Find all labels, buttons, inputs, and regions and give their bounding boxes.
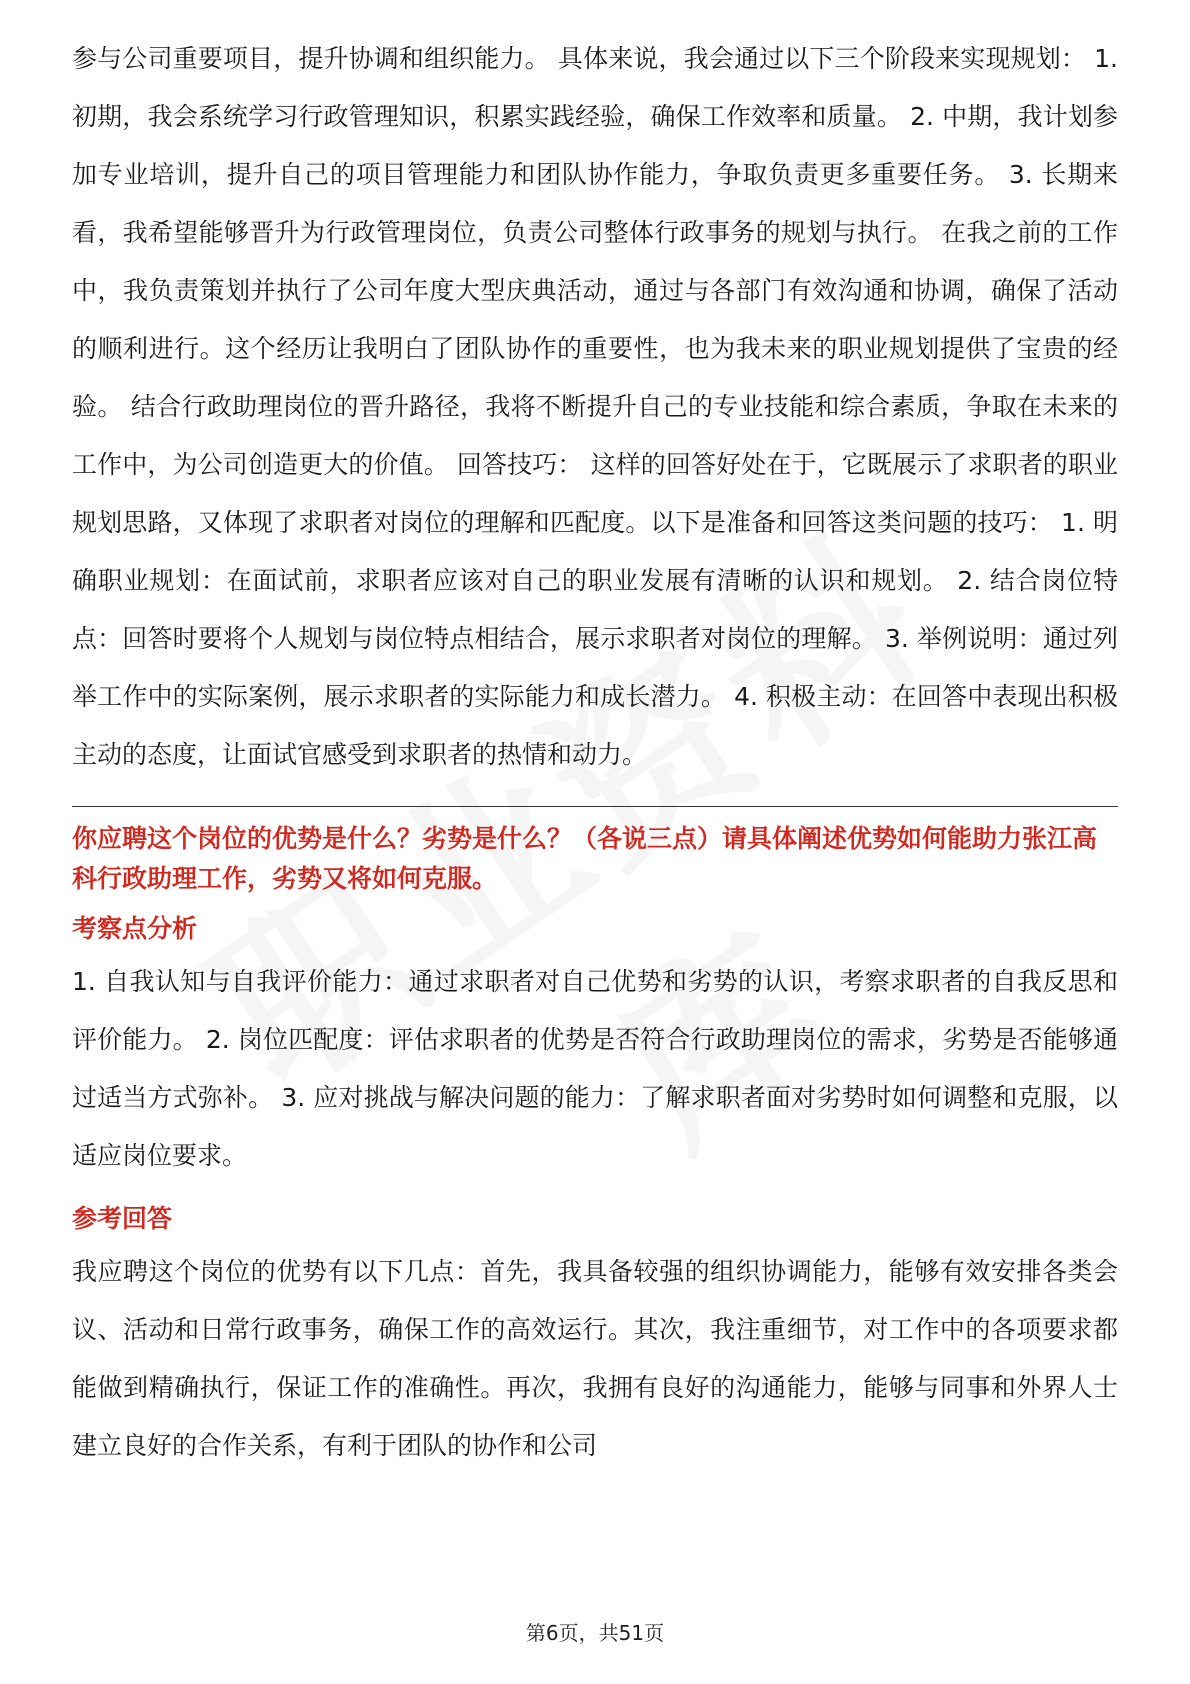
analysis-paragraph: 1. 自我认知与自我评价能力：通过求职者对自己优势和劣势的认识，考察求职者的自我反思和评价能力。 2. 岗位匹配度：评估求职者的优势是否符合行政助理岗位的需求，劣势是否能够通过适当方式弥补。 3. 应对挑战与解决问题的能力：了解求职者面对劣势时如何调整和克服，以适应岗位要求。 — [72, 967, 1118, 1170]
answer-title: 参考回答 — [72, 1204, 173, 1233]
answer-paragraph: 我应聘这个岗位的优势有以下几点：首先，我具备较强的组织协调能力，能够有效安排各类会议、活动和日常行政事务，确保工作的高效运行。其次，我注重细节，对工作中的各项要求都能做到精确执行，保证工作的准确性。再次，我拥有良好的沟通能力，能够与同事和外界人士建立良好的合作关系，有利于团队的协作和公司 — [72, 1257, 1118, 1460]
section-divider — [72, 806, 1118, 807]
continuation-paragraph: 参与公司重要项目，提升协调和组织能力。 具体来说，我会通过以下三个阶段来实现规划： 1. 初期，我会系统学习行政管理知识，积累实践经验，确保工作效率和质量。 2. 中期，我计划参加专业培训，提升自己的项目管理能力和团队协作能力，争取负责更多重要任务。 3. 长期来看，我希望能够晋升为行政管理岗位，负责公司整体行政事务的规划与执行。 在我之前的工作中，我负责策划并执行了公司年度大型庆典活动，通过与各部门有效沟通和协调，确保了活动的顺利进行。这个经历让我明白了团队协作的重要性，也为我未来的职业规划提供了宝贵的经验。 结合行政助理岗位的晋升路径，我将不断提升自己的专业技能和综合素质，争取在未来的工作中，为公司创造更大的价值。 回答技巧： 这样的回答好处在于，它既展示了求职者的职业规划思路，又体现了求职者对岗位的理解和匹配度。以下是准备和回答这类问题的技巧： 1. 明确职业规划：在面试前，求职者应该对自己的职业发展有清晰的认识和规划。 2. 结合岗位特点：回答时要将个人规划与岗位特点相结合，展示求职者对岗位的理解。 3. 举例说明：通过列举工作中的实际案例，展示求职者的实际能力和成长潜力。 4. 积极主动：在回答中表现出积极主动的态度，让面试官感受到求职者的热情和动力。 — [72, 44, 1118, 769]
analysis-title: 考察点分析 — [72, 914, 198, 943]
question-heading: 你应聘这个岗位的优势是什么？劣势是什么？（各说三点）请具体阐述优势如何能助力张江高科行政助理工作，劣势又将如何克服。 — [72, 824, 1098, 893]
page-number: 第6页，共51页 — [525, 1621, 665, 1645]
page-content — [72, 30, 1118, 1475]
